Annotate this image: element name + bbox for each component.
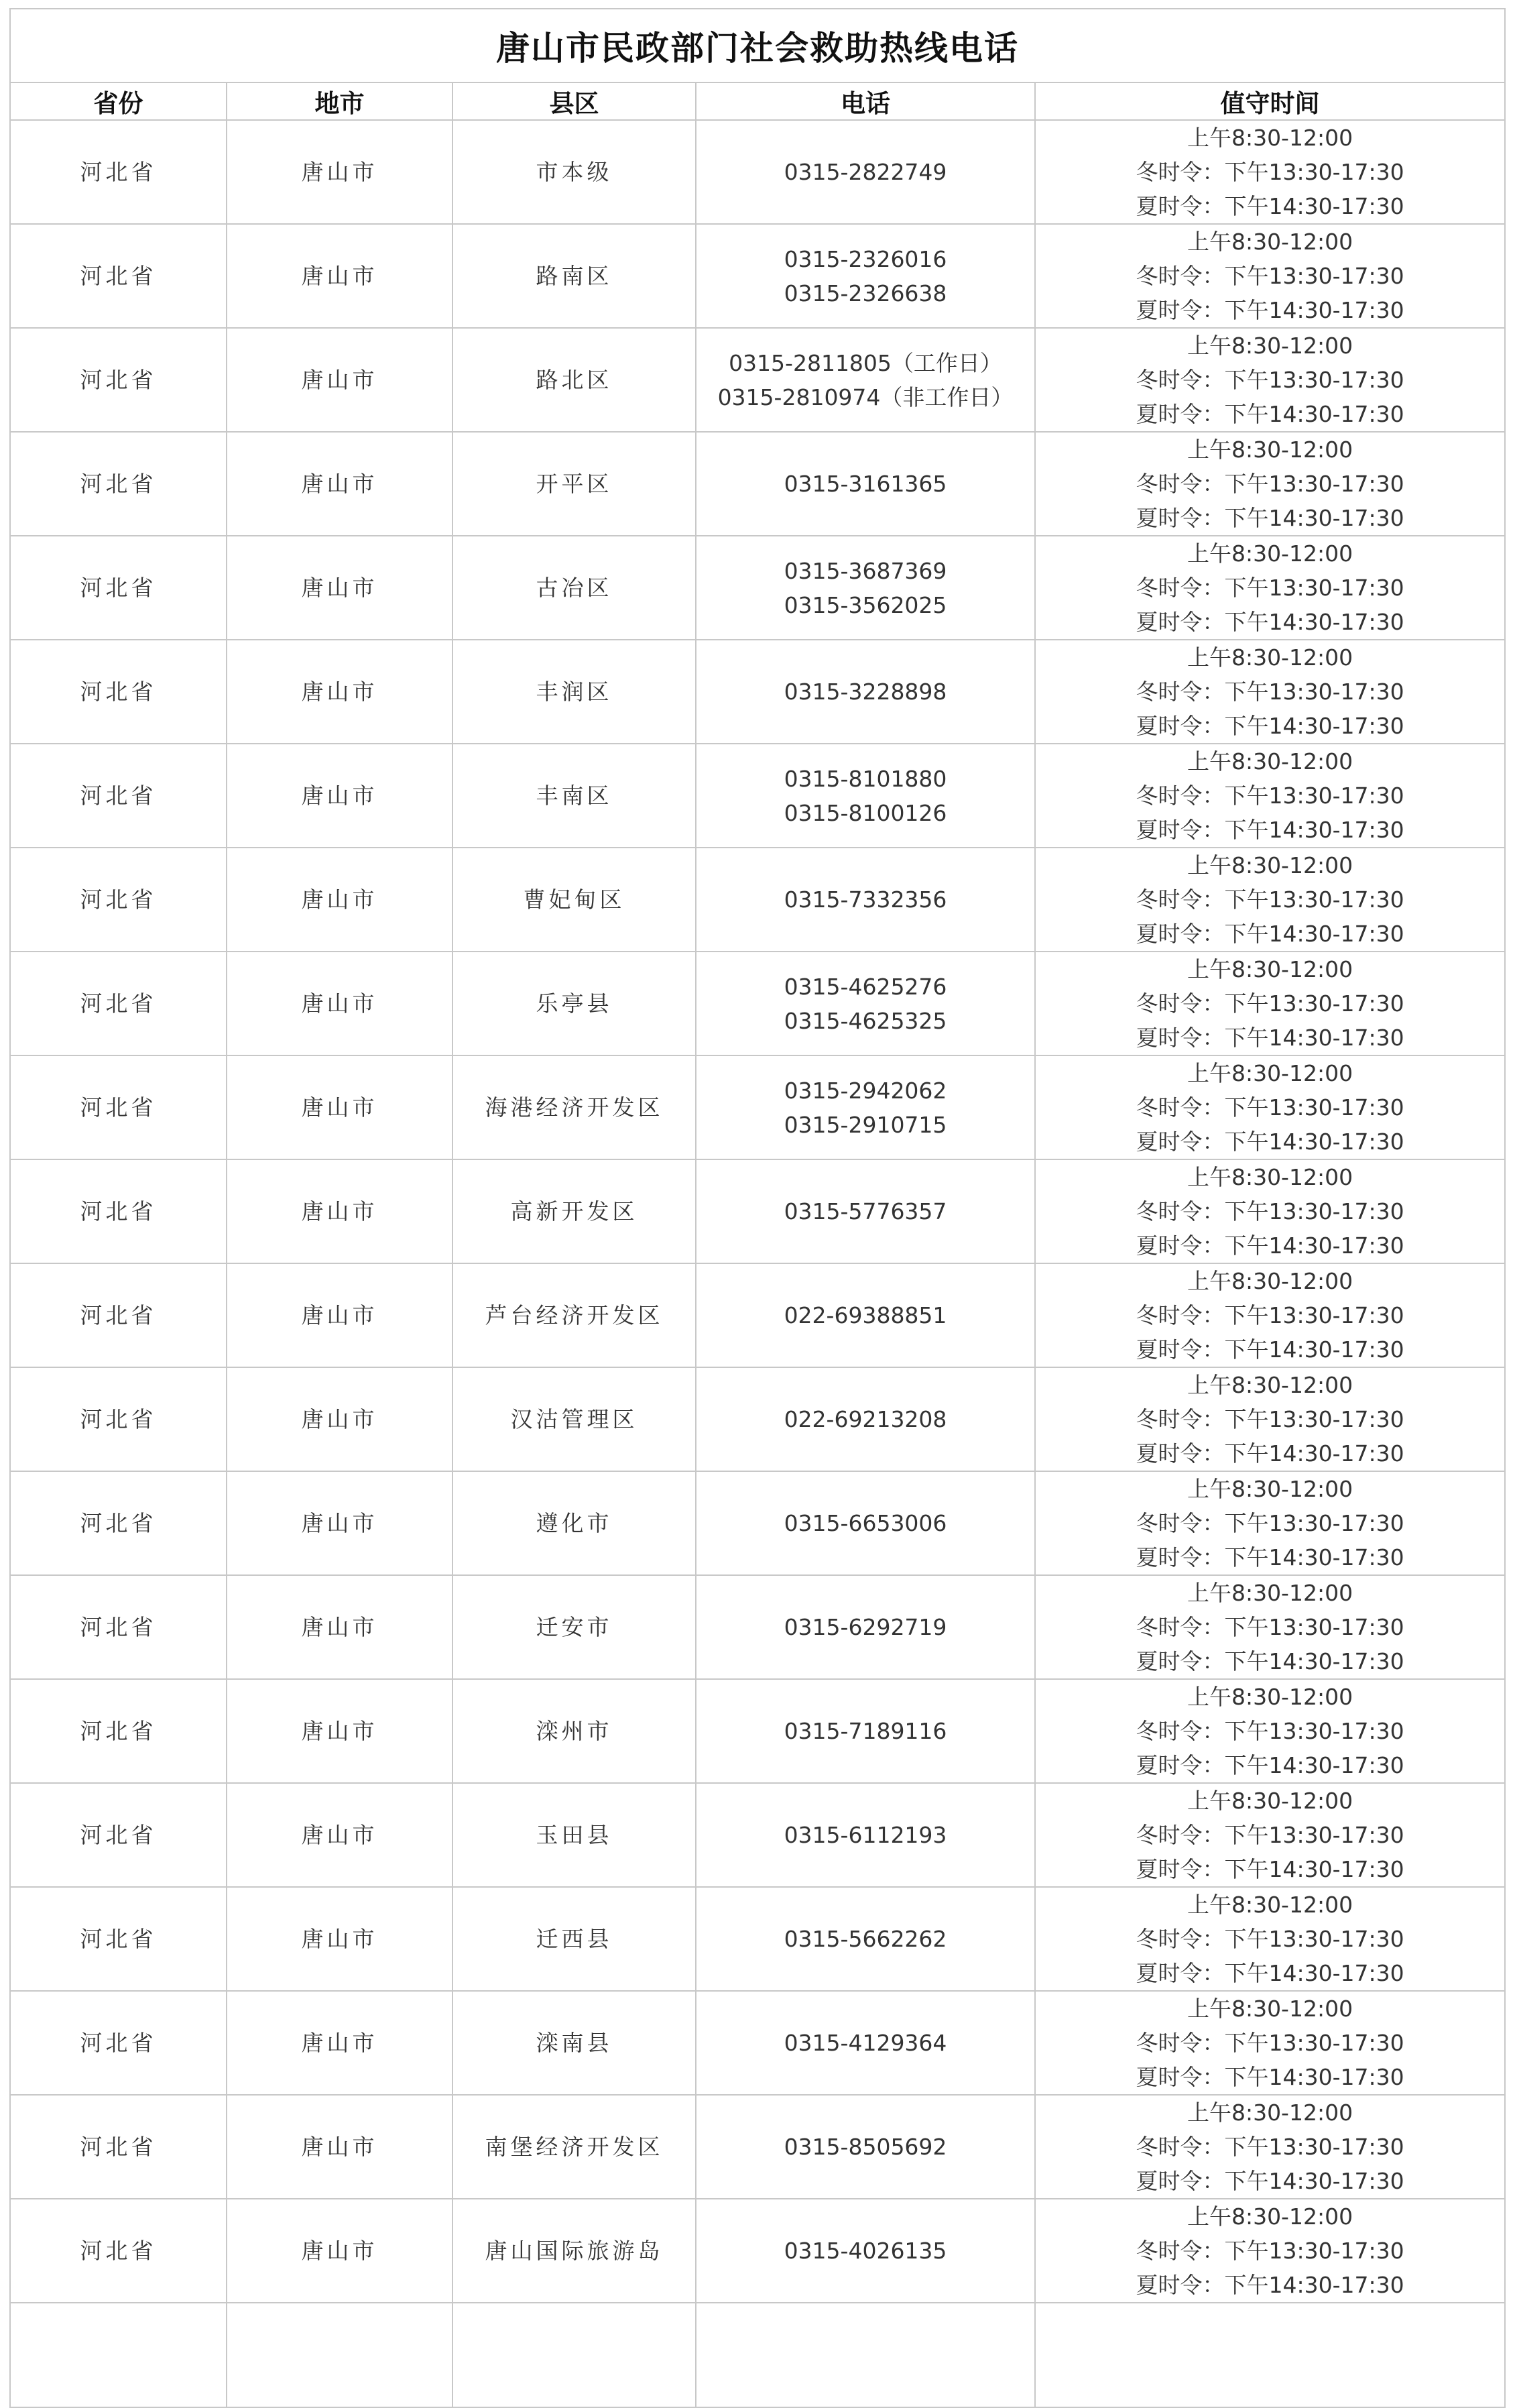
hours-line: 夏时令：下午14:30-17:30 — [1136, 1960, 1404, 1986]
hours-line: 上午8:30-12:00 — [1187, 1892, 1353, 1918]
phone-cell — [696, 2095, 1035, 2199]
phone-cell — [696, 1263, 1035, 1367]
phone-number: 0315-6112193 — [784, 1822, 947, 1848]
hours-line: 冬时令：下午13:30-17:30 — [1136, 263, 1404, 289]
hours-cell — [1035, 640, 1505, 744]
hours-line: 夏时令：下午14:30-17:30 — [1136, 1752, 1404, 1778]
district-cell: 滦州市 — [452, 1679, 696, 1783]
hours-cell — [1035, 848, 1505, 952]
province-cell: 河北省 — [10, 120, 227, 224]
hours-line: 夏时令：下午14:30-17:30 — [1136, 1648, 1404, 1674]
phone-number: 0315-7332356 — [784, 886, 947, 913]
hours-line: 夏时令：下午14:30-17:30 — [1136, 1025, 1404, 1051]
district-cell: 迁西县 — [452, 1887, 696, 1991]
hours-line: 上午8:30-12:00 — [1187, 956, 1353, 982]
province-cell: 河北省 — [10, 224, 227, 328]
table-row — [10, 848, 1505, 952]
phone-cell — [696, 640, 1035, 744]
phone-cell — [696, 952, 1035, 1055]
district-cell: 遵化市 — [452, 1471, 696, 1575]
phone-number: 0315-2942062 — [784, 1077, 947, 1104]
province-cell: 河北省 — [10, 1159, 227, 1263]
table-row — [10, 1367, 1505, 1471]
phone-number: 0315-2822749 — [784, 159, 947, 185]
table-row — [10, 744, 1505, 848]
province-cell: 河北省 — [10, 744, 227, 848]
phone-cell — [696, 536, 1035, 640]
hours-line: 上午8:30-12:00 — [1187, 125, 1353, 151]
table-row — [10, 2199, 1505, 2303]
hours-line: 上午8:30-12:00 — [1187, 1060, 1353, 1086]
hours-line: 上午8:30-12:00 — [1187, 1372, 1353, 1398]
phone-cell — [696, 744, 1035, 848]
column-header-hours: 值守时间 — [1035, 82, 1505, 120]
hours-line: 冬时令：下午13:30-17:30 — [1136, 1406, 1404, 1432]
hours-line: 上午8:30-12:00 — [1187, 2203, 1353, 2230]
city-cell: 唐山市 — [227, 952, 452, 1055]
table-row — [10, 536, 1505, 640]
hours-cell — [1035, 1471, 1505, 1575]
phone-cell — [696, 1055, 1035, 1159]
phone-number: 0315-6653006 — [784, 1510, 947, 1536]
city-cell: 唐山市 — [227, 536, 452, 640]
column-header-city: 地市 — [227, 82, 452, 120]
district-cell: 唐山国际旅游岛 — [452, 2199, 696, 2303]
hours-cell — [1035, 744, 1505, 848]
province-cell: 河北省 — [10, 848, 227, 952]
phone-number: 0315-8101880 — [784, 765, 947, 792]
district-cell: 市本级 — [452, 120, 696, 224]
table-row — [10, 1679, 1505, 1783]
city-cell: 唐山市 — [227, 1887, 452, 1991]
column-header-phone: 电话 — [696, 82, 1035, 120]
city-cell: 唐山市 — [227, 1055, 452, 1159]
district-cell: 玉田县 — [452, 1783, 696, 1887]
phone-cell — [696, 1471, 1035, 1575]
district-cell: 芦台经济开发区 — [452, 1263, 696, 1367]
phone-number: 0315-2910715 — [784, 1111, 947, 1138]
hours-line: 夏时令：下午14:30-17:30 — [1136, 2064, 1404, 2090]
city-cell: 唐山市 — [227, 640, 452, 744]
district-cell: 路南区 — [452, 224, 696, 328]
phone-cell — [696, 224, 1035, 328]
hours-cell — [1035, 328, 1505, 432]
province-cell: 河北省 — [10, 1367, 227, 1471]
hours-cell — [1035, 1991, 1505, 2095]
hours-line: 冬时令：下午13:30-17:30 — [1136, 159, 1404, 185]
hours-line: 夏时令：下午14:30-17:30 — [1136, 193, 1404, 219]
phone-cell — [696, 120, 1035, 224]
city-cell: 唐山市 — [227, 2095, 452, 2199]
column-header-province: 省份 — [10, 82, 227, 120]
hours-line: 夏时令：下午14:30-17:30 — [1136, 1856, 1404, 1882]
table-row — [10, 640, 1505, 744]
phone-number: 0315-8505692 — [784, 2134, 947, 2160]
phone-number: 0315-4625276 — [784, 973, 947, 1000]
province-cell: 河北省 — [10, 536, 227, 640]
hours-line: 上午8:30-12:00 — [1187, 1164, 1353, 1190]
table-row — [10, 2095, 1505, 2199]
hours-line: 冬时令：下午13:30-17:30 — [1136, 1198, 1404, 1224]
city-cell: 唐山市 — [227, 328, 452, 432]
hours-line: 冬时令：下午13:30-17:30 — [1136, 1094, 1404, 1121]
hours-line: 上午8:30-12:00 — [1187, 644, 1353, 671]
hours-cell — [1035, 1783, 1505, 1887]
hours-cell — [1035, 1679, 1505, 1783]
hours-line: 夏时令：下午14:30-17:30 — [1136, 713, 1404, 739]
province-cell: 河北省 — [10, 1575, 227, 1679]
column-header-district: 县区 — [452, 82, 696, 120]
empty-cell — [696, 2303, 1035, 2407]
hours-line: 冬时令：下午13:30-17:30 — [1136, 783, 1404, 809]
hours-cell — [1035, 1055, 1505, 1159]
city-cell: 唐山市 — [227, 1159, 452, 1263]
district-cell: 古冶区 — [452, 536, 696, 640]
hours-line: 冬时令：下午13:30-17:30 — [1136, 2134, 1404, 2160]
district-cell: 高新开发区 — [452, 1159, 696, 1263]
hours-cell — [1035, 432, 1505, 536]
province-cell: 河北省 — [10, 1991, 227, 2095]
table-header-row — [10, 82, 1505, 120]
phone-number: 022-69213208 — [784, 1406, 947, 1432]
hours-line: 夏时令：下午14:30-17:30 — [1136, 2272, 1404, 2298]
table-row — [10, 952, 1505, 1055]
hours-line: 冬时令：下午13:30-17:30 — [1136, 575, 1404, 601]
hours-cell — [1035, 536, 1505, 640]
province-cell: 河北省 — [10, 952, 227, 1055]
city-cell: 唐山市 — [227, 432, 452, 536]
city-cell: 唐山市 — [227, 1263, 452, 1367]
hours-cell — [1035, 1887, 1505, 1991]
city-cell: 唐山市 — [227, 1679, 452, 1783]
province-cell: 河北省 — [10, 1263, 227, 1367]
hours-line: 夏时令：下午14:30-17:30 — [1136, 1336, 1404, 1363]
phone-number: 0315-3687369 — [784, 557, 947, 584]
hours-line: 冬时令：下午13:30-17:30 — [1136, 367, 1404, 393]
phone-cell — [696, 1575, 1035, 1679]
city-cell: 唐山市 — [227, 1575, 452, 1679]
phone-number: 022-69388851 — [784, 1302, 947, 1328]
table-body — [10, 120, 1505, 2407]
hours-line: 冬时令：下午13:30-17:30 — [1136, 990, 1404, 1017]
district-cell: 汉沽管理区 — [452, 1367, 696, 1471]
hours-line: 冬时令：下午13:30-17:30 — [1136, 471, 1404, 497]
hours-line: 上午8:30-12:00 — [1187, 1268, 1353, 1294]
hours-cell — [1035, 1263, 1505, 1367]
phone-number: 0315-5662262 — [784, 1926, 947, 1952]
district-cell: 曹妃甸区 — [452, 848, 696, 952]
hours-line: 上午8:30-12:00 — [1187, 540, 1353, 567]
hours-line: 夏时令：下午14:30-17:30 — [1136, 921, 1404, 947]
hours-line: 上午8:30-12:00 — [1187, 2100, 1353, 2126]
hours-line: 冬时令：下午13:30-17:30 — [1136, 1614, 1404, 1640]
city-cell: 唐山市 — [227, 1991, 452, 2095]
hours-line: 冬时令：下午13:30-17:30 — [1136, 2030, 1404, 2056]
phone-cell — [696, 848, 1035, 952]
phone-cell — [696, 1159, 1035, 1263]
hours-cell — [1035, 2095, 1505, 2199]
phone-number: 0315-6292719 — [784, 1614, 947, 1640]
phone-cell — [696, 1887, 1035, 1991]
page-title: 唐山市民政部门社会救助热线电话 — [10, 9, 1505, 82]
phone-cell — [696, 432, 1035, 536]
table-row — [10, 1991, 1505, 2095]
province-cell: 河北省 — [10, 328, 227, 432]
phone-number: 0315-3161365 — [784, 471, 947, 497]
city-cell: 唐山市 — [227, 1471, 452, 1575]
hours-cell — [1035, 2199, 1505, 2303]
city-cell: 唐山市 — [227, 224, 452, 328]
table-row — [10, 1575, 1505, 1679]
table-row — [10, 1159, 1505, 1263]
hours-line: 夏时令：下午14:30-17:30 — [1136, 609, 1404, 635]
phone-number: 0315-3562025 — [784, 591, 947, 618]
hours-cell — [1035, 1575, 1505, 1679]
hours-line: 上午8:30-12:00 — [1187, 1788, 1353, 1814]
city-cell: 唐山市 — [227, 744, 452, 848]
hours-line: 上午8:30-12:00 — [1187, 437, 1353, 463]
hours-cell — [1035, 1159, 1505, 1263]
district-cell: 丰南区 — [452, 744, 696, 848]
hours-line: 上午8:30-12:00 — [1187, 333, 1353, 359]
district-cell: 南堡经济开发区 — [452, 2095, 696, 2199]
hours-line: 冬时令：下午13:30-17:30 — [1136, 1302, 1404, 1328]
province-cell: 河北省 — [10, 2199, 227, 2303]
table-row — [10, 1887, 1505, 1991]
province-cell: 河北省 — [10, 1887, 227, 1991]
district-cell: 迁安市 — [452, 1575, 696, 1679]
hours-line: 夏时令：下午14:30-17:30 — [1136, 1129, 1404, 1155]
empty-cell — [227, 2303, 452, 2407]
hours-line: 冬时令：下午13:30-17:30 — [1136, 1926, 1404, 1952]
hours-cell — [1035, 120, 1505, 224]
phone-cell — [696, 1367, 1035, 1471]
phone-cell — [696, 1679, 1035, 1783]
hours-line: 冬时令：下午13:30-17:30 — [1136, 679, 1404, 705]
hours-line: 冬时令：下午13:30-17:30 — [1136, 886, 1404, 913]
phone-number: 0315-7189116 — [784, 1718, 947, 1744]
hotline-table — [9, 8, 1506, 2408]
phone-cell — [696, 328, 1035, 432]
table-row — [10, 1055, 1505, 1159]
hours-line: 夏时令：下午14:30-17:30 — [1136, 1440, 1404, 1467]
hours-line: 上午8:30-12:00 — [1187, 852, 1353, 878]
phone-number: 0315-2326638 — [784, 280, 947, 306]
province-cell: 河北省 — [10, 1783, 227, 1887]
district-cell: 开平区 — [452, 432, 696, 536]
hours-line: 冬时令：下午13:30-17:30 — [1136, 1822, 1404, 1848]
hours-line: 夏时令：下午14:30-17:30 — [1136, 297, 1404, 323]
table-row — [10, 328, 1505, 432]
hours-cell — [1035, 1367, 1505, 1471]
empty-row — [10, 2303, 1505, 2407]
phone-number: 0315-2810974（非工作日） — [717, 384, 1014, 410]
phone-cell — [696, 1991, 1035, 2095]
district-cell: 乐亭县 — [452, 952, 696, 1055]
table-row — [10, 224, 1505, 328]
phone-cell — [696, 2199, 1035, 2303]
phone-number: 0315-5776357 — [784, 1198, 947, 1224]
table-row — [10, 432, 1505, 536]
hours-cell — [1035, 224, 1505, 328]
province-cell: 河北省 — [10, 1055, 227, 1159]
hours-line: 冬时令：下午13:30-17:30 — [1136, 1718, 1404, 1744]
hours-line: 上午8:30-12:00 — [1187, 1684, 1353, 1710]
city-cell: 唐山市 — [227, 2199, 452, 2303]
phone-number: 0315-2811805（工作日） — [729, 349, 1002, 376]
hours-line: 冬时令：下午13:30-17:30 — [1136, 1510, 1404, 1536]
province-cell: 河北省 — [10, 1471, 227, 1575]
phone-number: 0315-8100126 — [784, 799, 947, 826]
phone-number: 0315-3228898 — [784, 679, 947, 705]
city-cell: 唐山市 — [227, 848, 452, 952]
hours-line: 上午8:30-12:00 — [1187, 229, 1353, 255]
hours-cell — [1035, 952, 1505, 1055]
hours-line: 上午8:30-12:00 — [1187, 748, 1353, 775]
district-cell: 海港经济开发区 — [452, 1055, 696, 1159]
hours-line: 上午8:30-12:00 — [1187, 1996, 1353, 2022]
district-cell: 路北区 — [452, 328, 696, 432]
province-cell: 河北省 — [10, 2095, 227, 2199]
hours-line: 夏时令：下午14:30-17:30 — [1136, 1544, 1404, 1570]
hours-line: 夏时令：下午14:30-17:30 — [1136, 2168, 1404, 2194]
empty-cell — [10, 2303, 227, 2407]
hours-line: 夏时令：下午14:30-17:30 — [1136, 817, 1404, 843]
province-cell: 河北省 — [10, 432, 227, 536]
city-cell: 唐山市 — [227, 120, 452, 224]
table-row — [10, 1783, 1505, 1887]
hours-line: 夏时令：下午14:30-17:30 — [1136, 1232, 1404, 1259]
table-row — [10, 1263, 1505, 1367]
hours-line: 上午8:30-12:00 — [1187, 1580, 1353, 1606]
district-cell: 丰润区 — [452, 640, 696, 744]
province-cell: 河北省 — [10, 640, 227, 744]
phone-number: 0315-2326016 — [784, 245, 947, 272]
city-cell: 唐山市 — [227, 1367, 452, 1471]
hours-line: 冬时令：下午13:30-17:30 — [1136, 2238, 1404, 2264]
province-cell: 河北省 — [10, 1679, 227, 1783]
table-row — [10, 120, 1505, 224]
city-cell: 唐山市 — [227, 1783, 452, 1887]
empty-cell — [1035, 2303, 1505, 2407]
table-row — [10, 1471, 1505, 1575]
phone-number: 0315-4026135 — [784, 2238, 947, 2264]
hours-line: 夏时令：下午14:30-17:30 — [1136, 401, 1404, 427]
phone-number: 0315-4129364 — [784, 2030, 947, 2056]
hours-line: 夏时令：下午14:30-17:30 — [1136, 505, 1404, 531]
phone-number: 0315-4625325 — [784, 1007, 947, 1034]
empty-cell — [452, 2303, 696, 2407]
district-cell: 滦南县 — [452, 1991, 696, 2095]
hours-line: 上午8:30-12:00 — [1187, 1476, 1353, 1502]
phone-cell — [696, 1783, 1035, 1887]
